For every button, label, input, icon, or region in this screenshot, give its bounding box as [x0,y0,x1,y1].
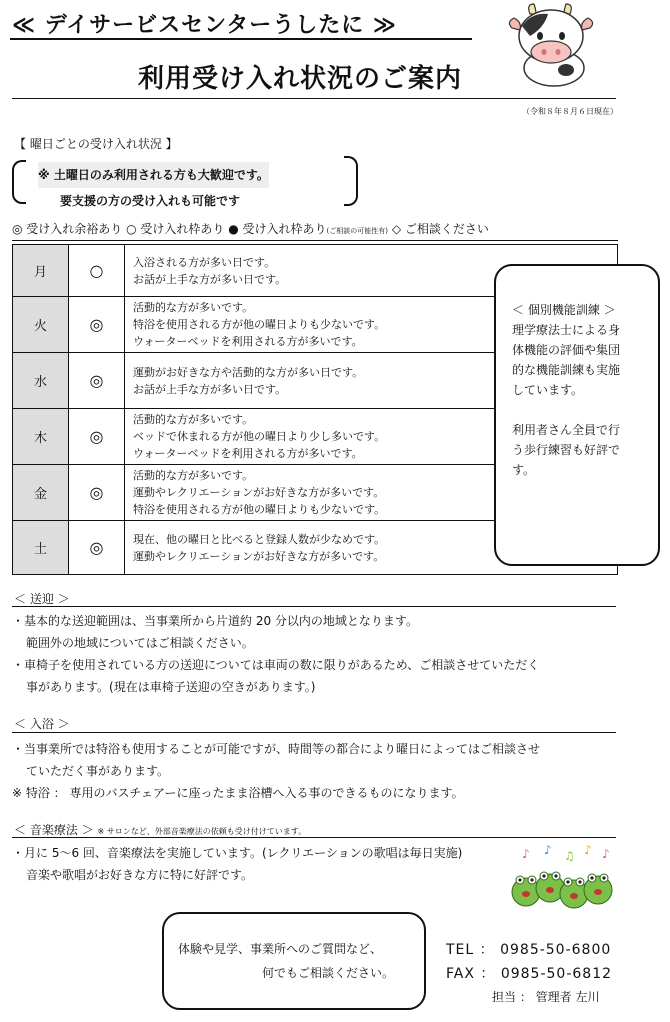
description-line: 活動的な方が多いです。 [133,469,254,482]
day-cell: 土 [13,521,69,575]
facility-name: ≪ デイサービスセンターうしたに ≫ [12,13,397,38]
transport-line: 事があります。(現在は車椅子送迎の空きがあります。) [26,680,316,694]
day-cell: 水 [13,353,69,409]
bath-text [12,738,622,804]
fax-number: FAX ： 0985-50-6812 [446,966,613,982]
notice-bracket-right [344,156,358,206]
transport-text [12,610,622,698]
description-line: 活動的な方が多いです。 [133,413,254,426]
bath-line: ・当事業所では特浴も使用することが可能ですが、時間等の都合により曜日によってはご相談させ [12,742,541,756]
inquiry-line: 体験や見学、事業所へのご質問など、 [178,942,383,956]
legend-item-available: ○ 受け入れ枠あり [126,222,225,236]
legend [12,220,489,237]
description-line: ウォーターベッドを利用される方が多いです。 [133,335,363,348]
svg-text:♪: ♪ [522,847,530,861]
music-line: 音楽や歌唱がお好きな方に特に好評です。 [26,868,254,882]
callout-line: 理学療法士による身 [512,323,621,337]
svg-text:♪: ♪ [544,844,552,857]
svg-text:♪: ♪ [602,847,610,861]
description-line: 運動やレクリエーションがお好きな方が多いです。 [133,486,385,499]
title-underline [10,38,472,40]
callout-line: す。 [512,463,536,477]
legend-item-consult-note: (ご相談の可能性有) [326,227,389,235]
page-title: 利用受け入れ状況のご案内 [138,64,463,94]
availability-mark: ○ [69,245,125,297]
description-line: 運動やレクリエーションがお好きな方が多いです。 [133,549,385,563]
transport-line: 範囲外の地域についてはご相談ください。 [26,636,254,650]
description-line: ベッドで休まれる方が他の曜日より少し多いです。 [133,430,386,443]
bath-line: ていただく事があります。 [26,764,170,778]
availability-mark: ◎ [69,297,125,353]
transport-line: ・基本的な送迎範囲は、当事業所から片道約 20 分以内の地域となります。 [12,614,418,628]
description-line: 運動がお好きな方や活動的な方が多い日です。 [133,365,364,379]
availability-mark: ◎ [69,409,125,465]
day-cell: 月 [13,245,69,297]
callout-line: 的な機能訓練も実施 [512,363,621,377]
bath-divider [12,732,616,733]
legend-item-ample: ◎ 受け入れ余裕あり [12,222,123,236]
day-cell: 金 [13,465,69,521]
callout-line: しています。 [512,383,584,397]
music-divider [12,837,616,838]
callout-line: 利用者さん全員で行 [512,423,621,437]
notice-box [38,162,269,214]
callout-line: 体機能の評価や集団 [512,343,621,357]
legend-divider [12,240,618,241]
inquiry-line: 何でもご相談ください。 [262,966,395,980]
singing-frogs-illustration [508,844,620,916]
weekly-status-heading: 【 曜日ごとの受け入れ状況 】 [14,137,178,151]
callout-line: う歩行練習も好評で [512,443,621,457]
callout-spacer [512,400,650,420]
day-cell: 火 [13,297,69,353]
functional-training-callout [494,264,660,566]
transport-divider [12,606,616,607]
bath-heading: ＜ 入浴 ＞ [14,717,70,731]
availability-mark: ◎ [69,353,125,409]
description-line: お話が上手な方が多い日です。 [133,272,287,286]
description-line: 入浴される方が多い日です。 [133,255,276,269]
header-divider [12,98,616,99]
tel-number[interactable]: TEL ： 0985-50-6800 [446,942,612,958]
svg-text:♫: ♫ [564,849,575,863]
music-heading [14,821,306,838]
legend-item-consult: ◇ ご相談ください [391,222,489,236]
contact-numbers [446,938,612,986]
description-line: 活動的な方が多いです。 [133,301,254,314]
notice-line-saturday: ※ 土曜日のみ利用される方も大歓迎です。 [38,162,269,188]
callout-title: ＜ 個別機能訓練 ＞ [512,303,616,317]
bath-line: ※ 特浴 ： 専用のバスチェアーに座ったまま浴槽へ入る事のできるものになります。 [12,786,464,800]
staff-contact: 担当 ： 管理者 左川 [492,990,600,1004]
music-note: ※ サロンなど、外部音楽療法の依頼も受け付けています。 [97,827,307,836]
description-line: ウォーターベッドを利用される方が多いです。 [133,447,363,460]
music-title: ＜ 音楽療法 ＞ [14,823,94,837]
transport-line: ・車椅子を使用されている方の送迎については車両の数に限りがあるため、ご相談させていただく [12,658,540,672]
svg-text:♪: ♪ [584,844,592,857]
description-line: お話が上手な方が多い日です。 [133,382,287,396]
description-line: 特浴を使用される方が他の曜日よりも少ないです。 [133,318,386,331]
legend-item-consult-possible: ● 受け入れ枠あり [228,222,327,236]
transport-heading: ＜ 送迎 ＞ [14,592,70,606]
day-cell: 木 [13,409,69,465]
availability-mark: ◎ [69,465,125,521]
music-line: ・月に 5～6 回、音楽療法を実施しています。(レクリエーションの歌唱は毎日実施) [12,846,463,860]
description-line: 特浴を使用される方が他の曜日よりも少ないです。 [133,503,386,516]
cow-mascot-illustration [504,2,598,90]
issue-date: （令和８年８月６日現在） [522,107,618,116]
notice-bracket-left [12,160,26,204]
description-line: 現在、他の曜日と比べると登録人数が少なめです。 [133,532,386,546]
availability-mark: ◎ [69,521,125,575]
inquiry-box [162,912,426,1010]
notice-line-support: 要支援の方の受け入れも可能です [60,194,241,208]
